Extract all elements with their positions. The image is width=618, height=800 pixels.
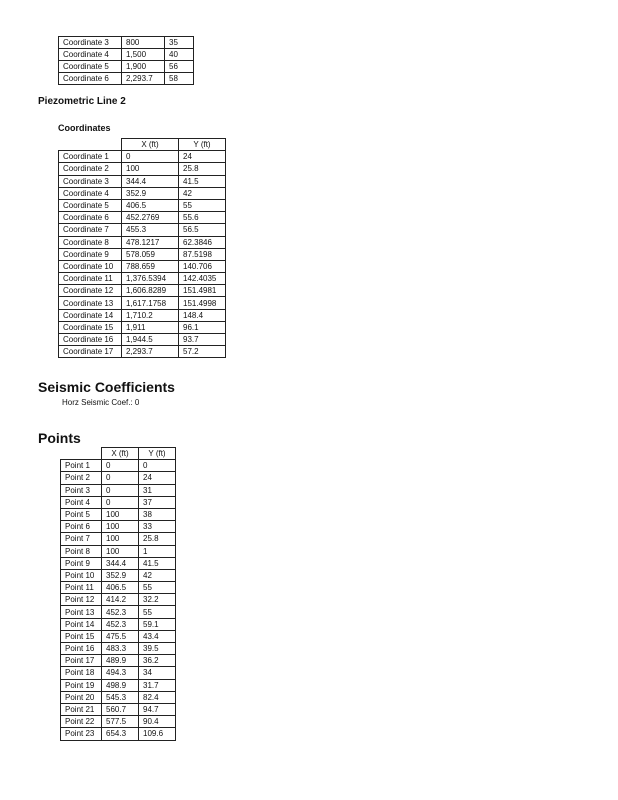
- table-cell: Coordinate 6: [59, 212, 122, 224]
- table-cell: 56.5: [179, 224, 226, 236]
- table-cell: 59.1: [139, 618, 176, 630]
- table-cell: Coordinate 7: [59, 224, 122, 236]
- table-cell: 100: [102, 521, 139, 533]
- table-cell: 414.2: [102, 594, 139, 606]
- table-cell: Coordinate 10: [59, 260, 122, 272]
- table-cell: Point 6: [61, 521, 102, 533]
- table-cell: 455.3: [122, 224, 179, 236]
- table-cell: 2,293.7: [122, 73, 165, 85]
- table-cell: Point 9: [61, 557, 102, 569]
- table-cell: 32.2: [139, 594, 176, 606]
- table-row: [61, 521, 176, 533]
- table-cell: 352.9: [122, 187, 179, 199]
- table-row: [61, 667, 176, 679]
- table-row: [61, 594, 176, 606]
- table-cell: Coordinate 17: [59, 346, 122, 358]
- table-cell: Point 11: [61, 582, 102, 594]
- table-cell: Coordinate 8: [59, 236, 122, 248]
- table-cell: 93.7: [179, 334, 226, 346]
- table-cell: Point 16: [61, 643, 102, 655]
- table-cell: 800: [122, 37, 165, 49]
- table-cell: 36.2: [139, 655, 176, 667]
- table-cell: 140.706: [179, 260, 226, 272]
- table-row: [61, 728, 176, 740]
- table-cell: 25.8: [139, 533, 176, 545]
- table-cell: 58: [165, 73, 194, 85]
- table-cell: 100: [102, 508, 139, 520]
- table-row: [59, 309, 226, 321]
- table-cell: Point 15: [61, 630, 102, 642]
- table-row: [59, 73, 194, 85]
- table-cell: 82.4: [139, 691, 176, 703]
- header-cell-y: Y (ft): [179, 139, 226, 151]
- table-cell: 654.3: [102, 728, 139, 740]
- table-cell: Coordinate 14: [59, 309, 122, 321]
- table-row: [59, 346, 226, 358]
- table-row: [61, 508, 176, 520]
- table-cell: 55: [139, 582, 176, 594]
- table-row: [61, 703, 176, 715]
- table-row: [61, 460, 176, 472]
- table-cell: 344.4: [122, 175, 179, 187]
- table-row: [59, 187, 226, 199]
- table-cell: Coordinate 12: [59, 285, 122, 297]
- table-row: [59, 236, 226, 248]
- table-row: [61, 618, 176, 630]
- coordinates-subtitle: Coordinates: [58, 123, 111, 133]
- table-cell: 34: [139, 667, 176, 679]
- table-cell: 40: [165, 49, 194, 61]
- table-cell: 90.4: [139, 716, 176, 728]
- table-row: [59, 273, 226, 285]
- table-row: [59, 248, 226, 260]
- table-cell: 1,376.5394: [122, 273, 179, 285]
- table-cell: Point 13: [61, 606, 102, 618]
- table-cell: 0: [102, 460, 139, 472]
- table-cell: 31: [139, 484, 176, 496]
- table-cell: Point 23: [61, 728, 102, 740]
- table-cell: 478.1217: [122, 236, 179, 248]
- table-cell: Point 5: [61, 508, 102, 520]
- table-row: [59, 224, 226, 236]
- table-row: [59, 151, 226, 163]
- table-cell: 406.5: [122, 199, 179, 211]
- table-row: [61, 716, 176, 728]
- table-cell: Coordinate 3: [59, 37, 122, 49]
- table-cell: 2,293.7: [122, 346, 179, 358]
- table-cell: 31.7: [139, 679, 176, 691]
- table-cell: 560.7: [102, 703, 139, 715]
- table-cell: 25.8: [179, 163, 226, 175]
- table-row: [61, 569, 176, 581]
- header-cell-blank: [59, 139, 122, 151]
- table-cell: 39.5: [139, 643, 176, 655]
- table-row: [61, 679, 176, 691]
- table-row: [59, 212, 226, 224]
- table-cell: 452.3: [102, 618, 139, 630]
- table-row: [59, 285, 226, 297]
- table-cell: 1,606.8289: [122, 285, 179, 297]
- horz-seismic-coef-note: Horz Seismic Coef.: 0: [62, 398, 140, 407]
- table-row: [61, 655, 176, 667]
- table-cell: 41.5: [179, 175, 226, 187]
- table-row: [59, 37, 194, 49]
- table-cell: Point 14: [61, 618, 102, 630]
- table-cell: 100: [122, 163, 179, 175]
- table-row: [61, 643, 176, 655]
- table-cell: 352.9: [102, 569, 139, 581]
- header-cell-x: X (ft): [122, 139, 179, 151]
- table-cell: 43.4: [139, 630, 176, 642]
- points-table: [60, 447, 176, 741]
- table-cell: 35: [165, 37, 194, 49]
- table-cell: 0: [102, 484, 139, 496]
- table-cell: 0: [139, 460, 176, 472]
- table-cell: Coordinate 13: [59, 297, 122, 309]
- table-cell: Point 12: [61, 594, 102, 606]
- table-row: [59, 61, 194, 73]
- table-cell: 55: [179, 199, 226, 211]
- table-cell: 406.5: [102, 582, 139, 594]
- table-row: [59, 199, 226, 211]
- points-title: Points: [38, 430, 81, 446]
- header-cell-y: Y (ft): [139, 448, 176, 460]
- table-cell: 1: [139, 545, 176, 557]
- table-cell: Coordinate 2: [59, 163, 122, 175]
- table-cell: Point 2: [61, 472, 102, 484]
- table-cell: Point 3: [61, 484, 102, 496]
- table-cell: 1,944.5: [122, 334, 179, 346]
- table-cell: 38: [139, 508, 176, 520]
- table-cell: 142.4035: [179, 273, 226, 285]
- table-cell: 24: [179, 151, 226, 163]
- table-row: [59, 260, 226, 272]
- table-cell: Point 20: [61, 691, 102, 703]
- table-cell: Coordinate 6: [59, 73, 122, 85]
- table-cell: 1,900: [122, 61, 165, 73]
- table-row: [61, 582, 176, 594]
- table-cell: Point 10: [61, 569, 102, 581]
- table-cell: 1,617.1758: [122, 297, 179, 309]
- table-row: [61, 691, 176, 703]
- table-cell: 545.3: [102, 691, 139, 703]
- table-cell: Coordinate 1: [59, 151, 122, 163]
- table-cell: 41.5: [139, 557, 176, 569]
- table-cell: 1,710.2: [122, 309, 179, 321]
- table-cell: 55.6: [179, 212, 226, 224]
- piezometric-coordinates-table: [58, 138, 226, 358]
- table-cell: 62.3846: [179, 236, 226, 248]
- table-cell: 0: [122, 151, 179, 163]
- table-cell: 0: [102, 472, 139, 484]
- table-row: [59, 175, 226, 187]
- table-row: [61, 496, 176, 508]
- table-row: [61, 545, 176, 557]
- table-row: [61, 557, 176, 569]
- table-row: [59, 334, 226, 346]
- table-cell: 0: [102, 496, 139, 508]
- table-cell: 489.9: [102, 655, 139, 667]
- table-cell: 344.4: [102, 557, 139, 569]
- table-cell: Point 1: [61, 460, 102, 472]
- table-cell: Coordinate 16: [59, 334, 122, 346]
- table-cell: 788.659: [122, 260, 179, 272]
- table-cell: 498.9: [102, 679, 139, 691]
- table-cell: 24: [139, 472, 176, 484]
- header-cell-blank: [61, 448, 102, 460]
- table-header-row: [61, 448, 176, 460]
- table-cell: 100: [102, 545, 139, 557]
- table-cell: 1,911: [122, 321, 179, 333]
- table-row: [61, 472, 176, 484]
- table-cell: Point 8: [61, 545, 102, 557]
- table-row: [61, 606, 176, 618]
- table-cell: 475.5: [102, 630, 139, 642]
- table-cell: 37: [139, 496, 176, 508]
- table-cell: 57.2: [179, 346, 226, 358]
- table-cell: Coordinate 11: [59, 273, 122, 285]
- table-cell: Coordinate 4: [59, 187, 122, 199]
- table-cell: 148.4: [179, 309, 226, 321]
- table-cell: Coordinate 3: [59, 175, 122, 187]
- table-row: [59, 163, 226, 175]
- table-cell: 100: [102, 533, 139, 545]
- table-cell: 56: [165, 61, 194, 73]
- table-cell: Coordinate 9: [59, 248, 122, 260]
- table-cell: 494.3: [102, 667, 139, 679]
- table-cell: Point 7: [61, 533, 102, 545]
- table-cell: 33: [139, 521, 176, 533]
- table-row: [59, 49, 194, 61]
- table-cell: Coordinate 5: [59, 199, 122, 211]
- table-cell: Point 19: [61, 679, 102, 691]
- table-cell: Coordinate 15: [59, 321, 122, 333]
- table-cell: Coordinate 5: [59, 61, 122, 73]
- table-row: [61, 484, 176, 496]
- table-cell: Point 17: [61, 655, 102, 667]
- table-cell: 577.5: [102, 716, 139, 728]
- table-cell: 151.4998: [179, 297, 226, 309]
- piezometric-line-title: Piezometric Line 2: [38, 96, 126, 107]
- header-cell-x: X (ft): [102, 448, 139, 460]
- table-cell: 452.2769: [122, 212, 179, 224]
- table-cell: 94.7: [139, 703, 176, 715]
- table-row: [59, 297, 226, 309]
- top-coordinates-table: [58, 36, 194, 85]
- table-cell: 42: [139, 569, 176, 581]
- table-cell: Point 18: [61, 667, 102, 679]
- table-cell: 151.4981: [179, 285, 226, 297]
- seismic-coefficients-title: Seismic Coefficients: [38, 379, 175, 395]
- table-cell: 483.3: [102, 643, 139, 655]
- table-cell: 42: [179, 187, 226, 199]
- table-header-row: [59, 139, 226, 151]
- table-cell: Point 4: [61, 496, 102, 508]
- table-row: [59, 321, 226, 333]
- table-cell: Point 22: [61, 716, 102, 728]
- table-cell: 87.5198: [179, 248, 226, 260]
- table-cell: 55: [139, 606, 176, 618]
- table-cell: 578.059: [122, 248, 179, 260]
- table-cell: 109.6: [139, 728, 176, 740]
- table-cell: Coordinate 4: [59, 49, 122, 61]
- table-row: [61, 533, 176, 545]
- table-cell: 1,500: [122, 49, 165, 61]
- table-cell: Point 21: [61, 703, 102, 715]
- table-row: [61, 630, 176, 642]
- table-cell: 452.3: [102, 606, 139, 618]
- table-cell: 96.1: [179, 321, 226, 333]
